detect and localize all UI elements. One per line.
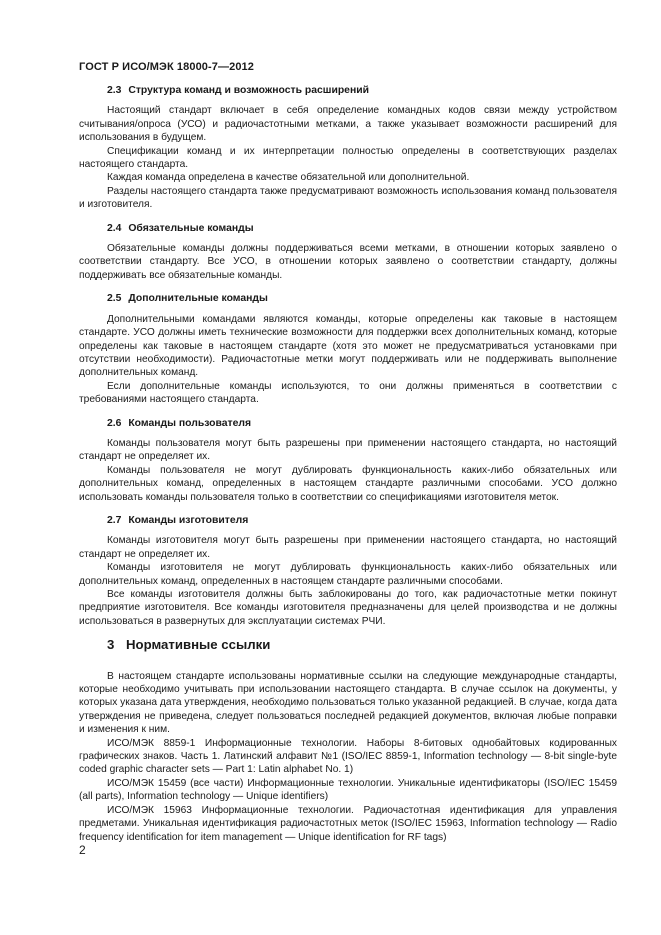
- paragraph: Команды изготовителя не могут дублировать функциональность каких-либо обязательных или дополнительных команд, определенных в настоящем стандарте различными способами.: [79, 562, 617, 587]
- paragraph: Настоящий стандарт включает в себя определение командных кодов связи между устройством считывания/опроса (УСО) и радиочастотными метками, а также указывает возможности расширений для использования в будущем.: [79, 105, 617, 144]
- section-heading: [107, 514, 617, 527]
- document-header: ГОСТ Р ИСО/МЭК 18000-7—2012: [79, 61, 254, 73]
- paragraph: Команды пользователя могут быть разрешены при применении настоящего стандарта, но настоящий стандарт не определяет их.: [79, 437, 617, 463]
- section-2-5: [79, 292, 617, 406]
- section-title: Дополнительные команды: [128, 293, 268, 305]
- section-heading: [107, 84, 617, 97]
- paragraph: Команды пользователя не могут дублировать функциональность каких-либо обязательных или дополнительных команд, определенных в настоящем стандарте различными способами. УСО должно использовать команды пользователя только в соответствии со спецификациями изготовителя меток.: [79, 464, 617, 503]
- section-2-4: [79, 222, 617, 283]
- page-number: 2: [79, 843, 86, 857]
- paragraph: Если дополнительные команды используются, то они должны применяться в соответствии с требованиями настоящего стандарта.: [79, 380, 617, 406]
- section-number: 2.7: [107, 514, 122, 526]
- section-heading: [107, 292, 617, 305]
- chapter-heading: [107, 638, 617, 651]
- chapter-title: Нормативные ссылки: [126, 637, 271, 653]
- section-heading: [107, 222, 617, 235]
- document-body: [79, 84, 617, 854]
- section-2-6: [79, 417, 617, 504]
- reference-item: ИСО/МЭК 15459 (все части) Информационные технологии. Уникальные идентификаторы (ISO/IEC 15459 (all parts), Information technology — Unique identifiers): [79, 777, 617, 803]
- section-title: Команды пользователя: [128, 417, 252, 429]
- section-3: [79, 638, 617, 844]
- paragraph: Все команды изготовителя должны быть заблокированы до того, как радиочастотные метки покинут предприятие изготовителя. Все команды изготовителя предназначены для целей производства и не должны использоваться в развернутых для эксплуатации системах РЧИ.: [79, 589, 617, 627]
- paragraph: Разделы настоящего стандарта также предусматривают возможность использования команд пользователя и изготовителя.: [79, 185, 617, 211]
- section-2-7: [79, 514, 617, 628]
- section-number: 2.6: [107, 417, 122, 429]
- paragraph: Обязательные команды должны поддерживаться всеми метками, в отношении которых заявлено о соответствии стандарту. Все УСО, в отношении которых заявлено о соответствии стандарту, должны поддерживать все обязательные команды.: [79, 243, 617, 281]
- chapter-number: 3: [107, 637, 115, 653]
- section-2-3: [79, 84, 617, 212]
- section-title: Обязательные команды: [128, 222, 254, 234]
- section-number: 2.3: [107, 85, 122, 96]
- reference-item: ИСО/МЭК 8859-1 Информационные технологии. Наборы 8-битовых однобайтовых кодированных графических знаков. Часть 1. Латинский алфавит №1 (ISO/IEC 8859-1, Information technology — 8-bit single-byte coded graphic character sets — Part 1: Latin alphabet No. 1): [79, 737, 617, 776]
- section-title: Команды изготовителя: [128, 514, 249, 526]
- section-heading: [107, 417, 617, 430]
- section-title: Структура команд и возможность расширений: [128, 85, 370, 96]
- paragraph: Команды изготовителя могут быть разрешены при применении настоящего стандарта, но настоящий стандарт не определяет их.: [79, 535, 617, 560]
- paragraph: Дополнительными командами являются команды, которые определены как таковые в настоящем стандарте. УСО должны иметь технические возможности для поддержки всех дополнительных команд, которые определены как таковые в настоящем стандарте (хотя это может не предусматриваться установками при отсутствии необходимости). Радиочастотные метки могут поддерживать или не поддерживать выполнение дополнительных команд.: [79, 313, 617, 379]
- paragraph: Спецификации команд и их интерпретации полностью определены в соответствующих разделах настоящего стандарта.: [79, 145, 617, 171]
- paragraph: Каждая команда определена в качестве обязательной или дополнительной.: [107, 172, 470, 184]
- section-number: 2.5: [107, 293, 122, 305]
- reference-item: ИСО/МЭК 15963 Информационные технологии. Радиочастотная идентификация для управления предметами. Уникальная идентификация радиочастотных меток (ISO/IEC 15963, Information technology — Radio frequency identification for item management — Unique identification for RF tags): [79, 804, 617, 843]
- section-number: 2.4: [107, 222, 122, 234]
- paragraph: В настоящем стандарте использованы нормативные ссылки на следующие международные стандарты, которые необходимо учитывать при использовании настоящего стандарта. В случае ссылок на документы, у которых указана дата утверждения, необходимо пользоваться только указанной редакцией. В случае, когда дата утверждения не приведена, следует пользоваться последней редакцией документов, включая любые поправки и изменения к ним.: [79, 670, 617, 736]
